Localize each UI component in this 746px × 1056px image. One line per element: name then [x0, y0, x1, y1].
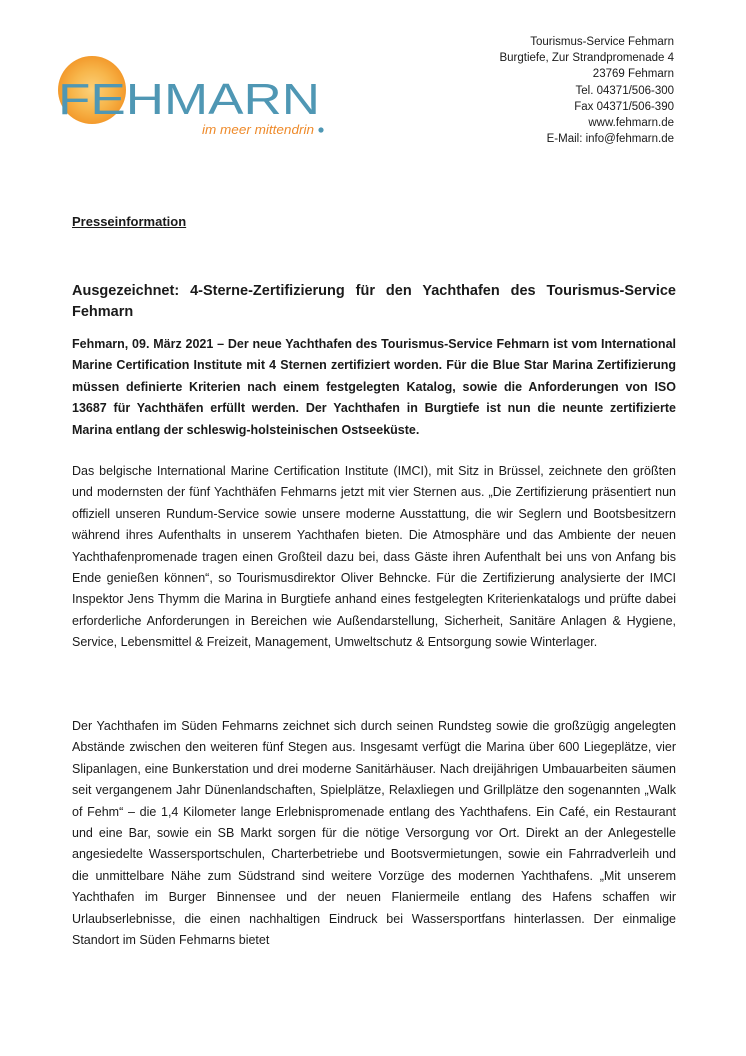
body-paragraph-2: Der Yachthafen im Süden Fehmarns zeichnet sich durch seinen Rundsteg sowie die großzügig angelegten Abstände zwischen den weiteren fünf Stegen aus. Insgesamt verfügt die Marina über 600 Liegeplätze, vier Slipanlagen, eine Bunkerstation und drei moderne Sanitärhäuser. Nach dreijährigen Umbauarbeiten säumen seit vergangenem Jahr Dünenlandschaften, Spielplätze, Relaxliegen und Grillplätze den sogenannten „Walk of Fehm“ – die 1,4 Kilometer lange Erlebnispromenade entlang des Yachthafens. Ein Café, ein Restaurant und eine Bar, sowie ein SB Markt sorgen für die nötige Versorgung vor Ort. Direkt an der Anlegestelle angesiedelte Wassersportschulen, Charterbetriebe und Bootsvermietungen, sowie ein Fahrradverleih und die unmittelbare Nähe zum Südstrand sind weitere Vorzüge des modernen Yachthafens. „Mit unserem Yachthafen im Burger Binnensee und der neuen Flaniermeile entlang des Hafens schaffen wir Urlaubserlebnisse, die einen nachhaltigen Eindruck bei Wassersportfans hinterlassen. Der einmalige Standort im Süden Fehmarns bietet: [72, 719, 676, 948]
address-organisation: Tourismus-Service Fehmarn: [530, 36, 674, 48]
lead-paragraph: Fehmarn, 09. März 2021 – Der neue Yachthafen des Tourismus-Service Fehmarn ist vom International Marine Certification Institute mit 4 Sternen zertifiziert worden. Für die Blue Star Marina Zertifizierung müssen definierte Kriterien nach einem festgelegten Katalog, sowie die Anforderungen von ISO 13687 für Yachthäfen erfüllt werden. Der Yachthafen in Burgtiefe ist nun die neunte zertifizierte Marina entlang der schleswig-holsteinischen Ostseeküste.: [72, 337, 676, 437]
headline: Ausgezeichnet: 4-Sterne-Zertifizierung für den Yachthafen des Tourismus-Service Fehmarn: [72, 283, 676, 320]
address-fax: Fax 04371/506-390: [574, 100, 674, 113]
address-street: Burgtiefe, Zur Strandpromenade 4: [499, 52, 674, 65]
body-paragraph-1: Das belgische International Marine Certification Institute (IMCI), mit Sitz in Brüssel, zeichnete den größten und modernsten der fünf Yachthäfen Fehmarns jetzt mit vier Sternen aus. „Die Zertifizierung präsentiert nun offiziell unseren Rundum-Service sowie unsere moderne Ausstattung, die wir Seglern und Bootsbesitzern während ihres Aufenthalts in unserem Yachthafen bieten. Die Atmosphäre und das Ambiente der neuen Yachthafenpromenade tragen einen Großteil dazu bei, dass Gäste ihren Aufenthalt bei uns von Anfang bis Ende genießen können“, so Tourismusdirektor Oliver Behncke. Für die Zertifizierung analysierte der IMCI Inspektor Jens Thymm die Marina in Burgtiefe anhand eines festgelegten Kriterienkatalogs und prüfte dabei erforderliche Anforderungen in Bereichen wie Außendarstellung, Sicherheit, Sanitäre Anlagen & Hygiene, Service, Lebensmittel & Freizeit, Management, Umweltschutz & Entsorgung sowie Winterlager.: [72, 464, 676, 650]
logo-dot-icon: [318, 127, 323, 132]
fehmarn-logo: [54, 54, 344, 144]
address-email: E-Mail: info@fehmarn.de: [546, 133, 674, 146]
fehmarn-logo-graphic: [54, 54, 344, 144]
logo-wordmark: FEHMARN: [58, 75, 320, 124]
address-city: 23769 Fehmarn: [592, 68, 674, 81]
sender-address-block: [499, 34, 674, 147]
logo-tagline: im meer mittendrin: [202, 122, 314, 137]
section-label: Presseinformation: [72, 214, 187, 229]
address-phone: Tel. 04371/506-300: [575, 84, 674, 97]
address-website: www.fehmarn.de: [588, 117, 674, 130]
